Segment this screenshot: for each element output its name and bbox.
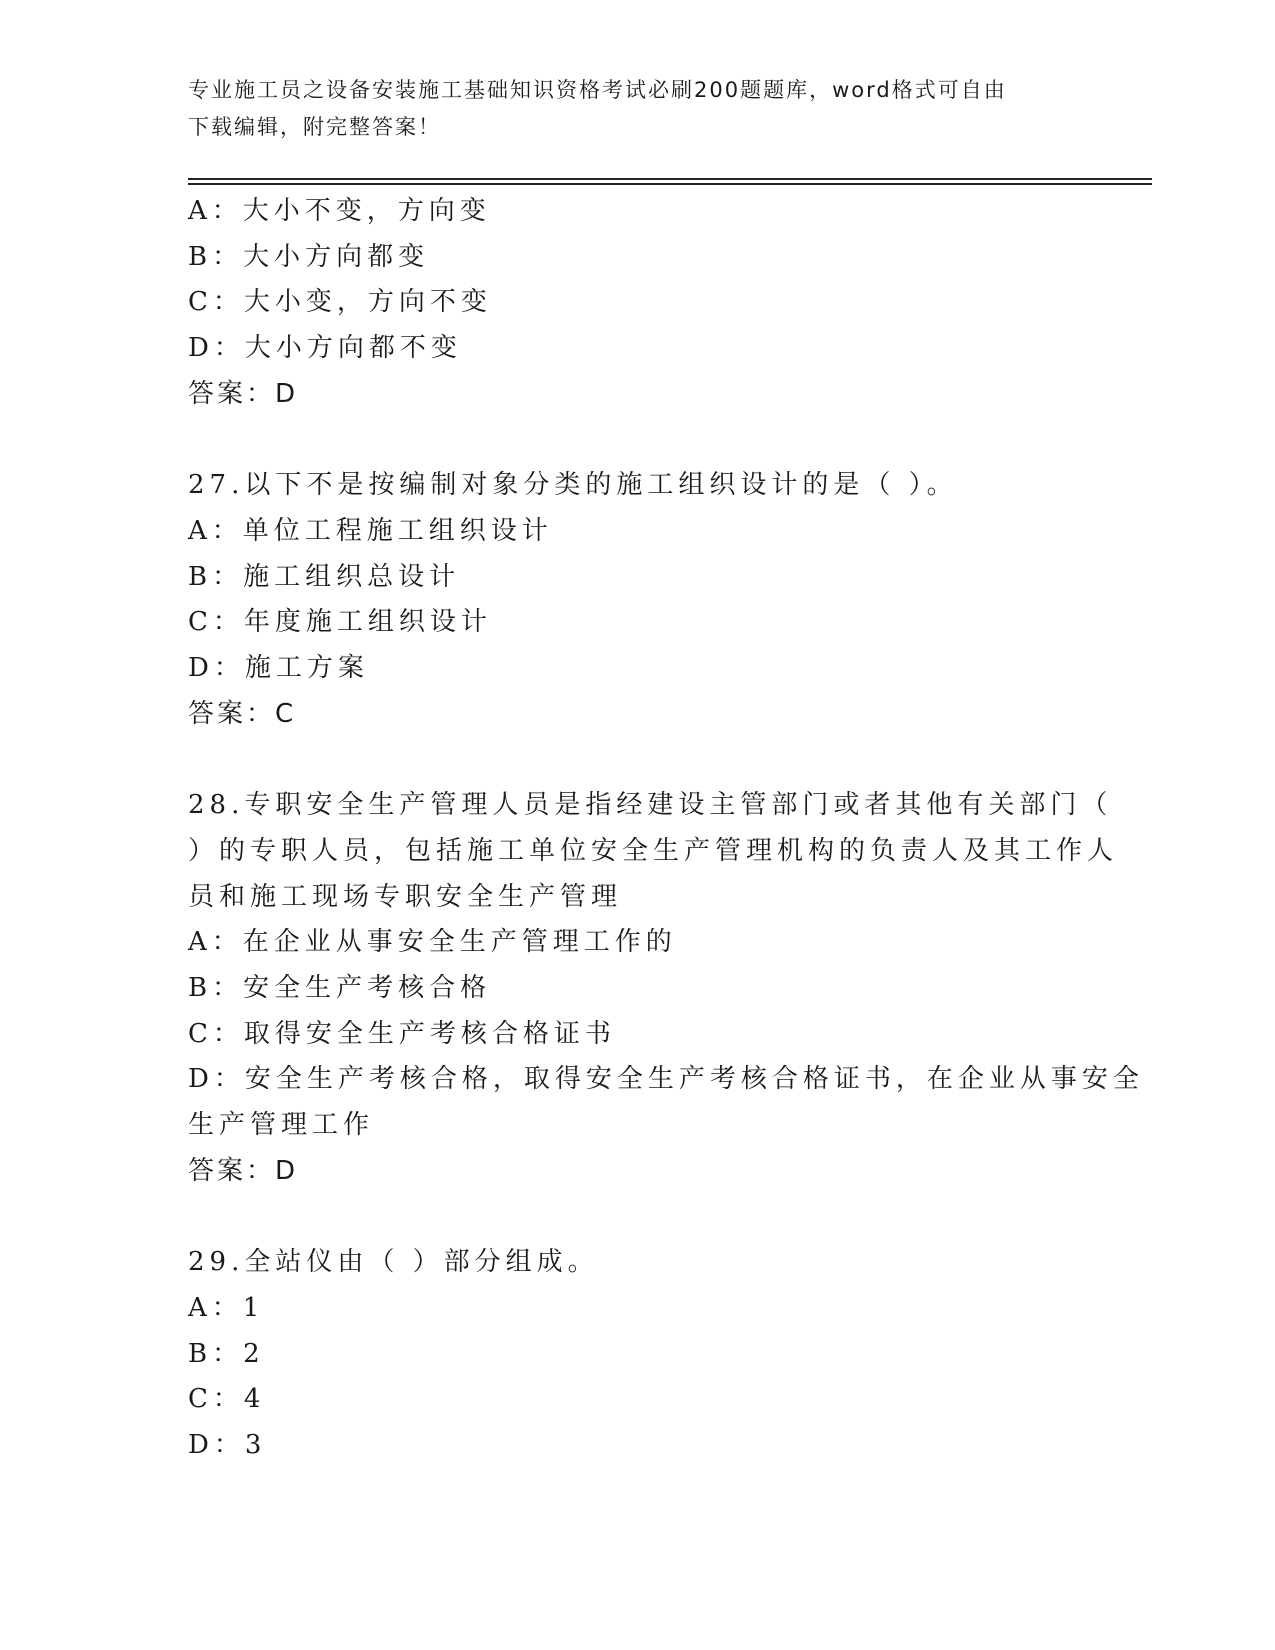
question-text: 29.全站仪由（ ）部分组成。 bbox=[188, 1247, 599, 1278]
option-a: A：1 bbox=[188, 1292, 265, 1323]
question-29 bbox=[188, 1240, 1088, 1469]
header-line-2: 下载编辑，附完整答案！ bbox=[188, 115, 441, 139]
answer: 答案：C bbox=[188, 698, 297, 729]
question-text: 27.以下不是按编制对象分类的施工组织设计的是（ ）。 bbox=[188, 470, 958, 501]
header-line-1: 专业施工员之设备安装施工基础知识资格考试必刷200题题库，word格式可自由 bbox=[188, 78, 1007, 102]
option-d: D：大小方向都不变 bbox=[188, 333, 462, 364]
answer: 答案：D bbox=[188, 1155, 299, 1186]
question-text-line-3: 员和施工现场专职安全生产管理 bbox=[188, 881, 623, 912]
question-text-line-2: ）的专职人员，包括施工单位安全生产管理机构的负责人及其工作人 bbox=[188, 835, 1119, 866]
option-c: C：年度施工组织设计 bbox=[188, 607, 492, 638]
header-divider-bottom bbox=[188, 183, 1152, 185]
spacer bbox=[188, 737, 1088, 783]
option-a: A：单位工程施工组织设计 bbox=[188, 515, 553, 546]
document-header bbox=[188, 72, 1068, 146]
question-28 bbox=[188, 783, 1144, 1194]
header-divider-top bbox=[188, 178, 1152, 180]
question-26 bbox=[188, 189, 1088, 418]
option-c: C：取得安全生产考核合格证书 bbox=[188, 1018, 616, 1049]
question-text-line-1: 28.专职安全生产管理人员是指经建设主管部门或者其他有关部门（ bbox=[188, 790, 1113, 821]
option-c: C：大小变，方向不变 bbox=[188, 287, 492, 318]
option-d-line-1: D：安全生产考核合格，取得安全生产考核合格证书，在企业从事安全 bbox=[188, 1064, 1144, 1095]
option-a: A：在企业从事安全生产管理工作的 bbox=[188, 927, 677, 958]
option-a: A：大小不变，方向变 bbox=[188, 196, 491, 226]
spacer bbox=[188, 1194, 1088, 1240]
option-d: D：3 bbox=[188, 1429, 267, 1460]
answer: 答案：D bbox=[188, 378, 299, 409]
option-b: B：施工组织总设计 bbox=[188, 561, 461, 592]
option-b: B：安全生产考核合格 bbox=[188, 972, 492, 1003]
option-c: C：4 bbox=[188, 1384, 266, 1415]
option-d-line-2: 生产管理工作 bbox=[188, 1110, 375, 1141]
question-content bbox=[188, 189, 1144, 1469]
option-d: D：施工方案 bbox=[188, 653, 369, 684]
option-b: B：2 bbox=[188, 1338, 265, 1369]
question-27 bbox=[188, 463, 1088, 737]
option-b: B：大小方向都变 bbox=[188, 241, 430, 272]
spacer bbox=[188, 418, 1088, 464]
